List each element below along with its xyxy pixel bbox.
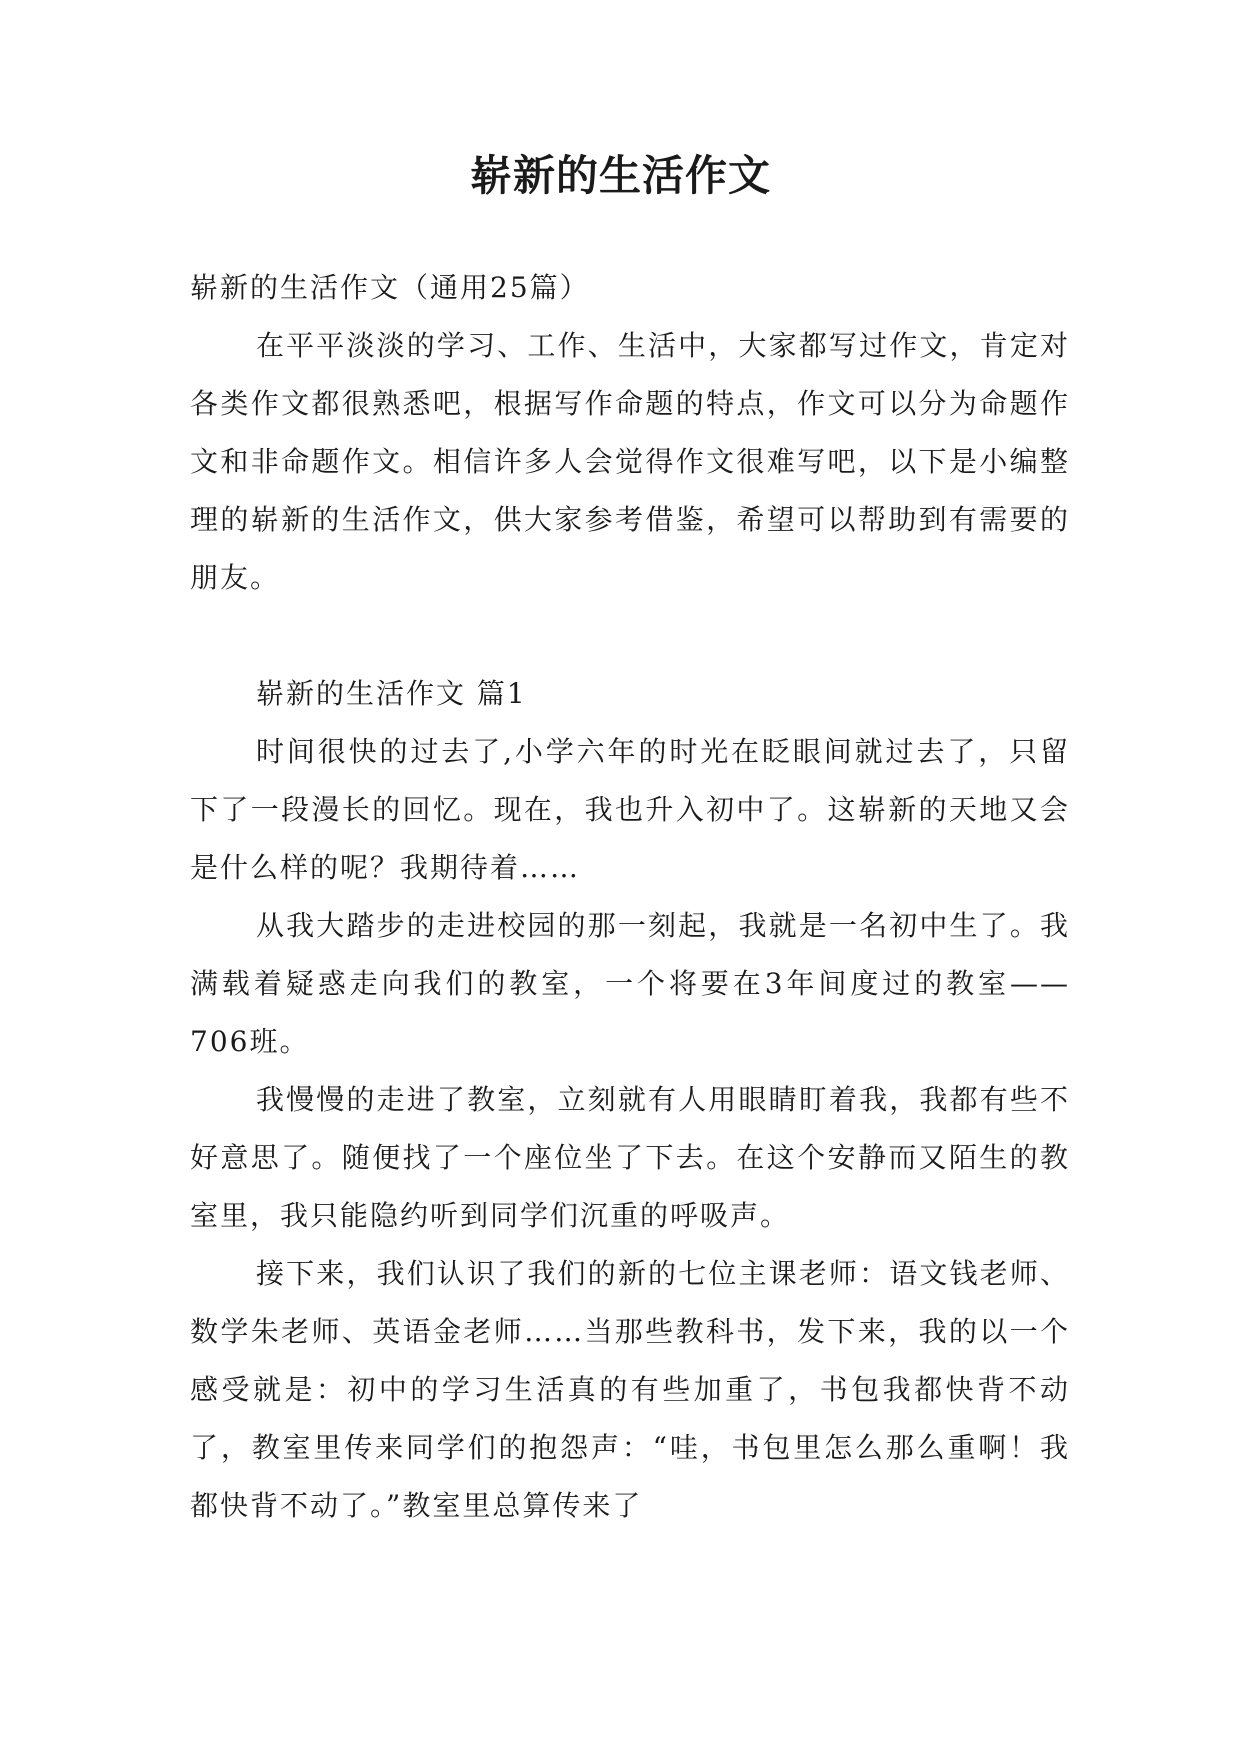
section-heading: 崭新的生活作文 篇1 [256,677,527,710]
body-paragraph-1: 时间很快的过去了,小学六年的时光在眨眼间就过去了，只留下了一段漫长的回忆。现在，我也升入初中了。这崭新的天地又会是什么样的呢？我期待着…… [190,735,1070,884]
intro-paragraph: 在平平淡淡的学习、工作、生活中，大家都写过作文，肯定对各类作文都很熟悉吧，根据写作命题的特点，作文可以分为命题作文和非命题作文。相信许多人会觉得作文很难写吧，以下是小编整理的崭新的生活作文，供大家参考借鉴，希望可以帮助到有需要的朋友。 [190,329,1070,594]
body-paragraph-3: 我慢慢的走进了教室，立刻就有人用眼睛盯着我，我都有些不好意思了。随便找了一个座位坐了下去。在这个安静而又陌生的教室里，我只能隐约听到同学们沉重的呼吸声。 [190,1083,1070,1232]
body-paragraph-4: 接下来，我们认识了我们的新的七位主课老师：语文钱老师、数学朱老师、英语金老师……当那些教科书，发下来，我的以一个感受就是：初中的学习生活真的有些加重了，书包我都快背不动了，教室里传来同学们的抱怨声：“哇，书包里怎么那么重啊！我都快背不动了。”教室里总算传来了 [190,1257,1070,1522]
document-body [190,259,1070,1535]
body-paragraph-2: 从我大踏步的走进校园的那一刻起，我就是一名初中生了。我满载着疑惑走向我们的教室，一个将要在3年间度过的教室——706班。 [190,909,1070,1058]
document-subtitle: 崭新的生活作文（通用25篇） [190,271,590,304]
document-title: 崭新的生活作文 [469,151,771,200]
section-spacer [190,607,1070,665]
